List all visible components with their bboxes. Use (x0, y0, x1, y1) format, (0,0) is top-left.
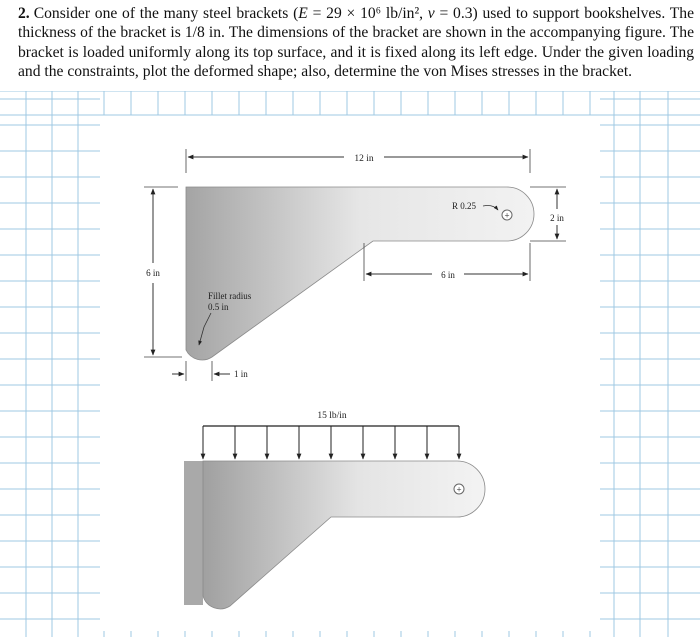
bracket-top-shape (186, 187, 534, 360)
bracket-loaded-shape (203, 461, 485, 609)
poisson-symbol: ν (427, 5, 435, 22)
dim-arm-depth-label: 2 in (550, 213, 564, 223)
bracket-figure (0, 91, 700, 637)
modulus-symbol: E (298, 5, 308, 22)
bracket-loaded-view (184, 411, 485, 609)
problem-text-intro: Consider one of the many steel brackets ( (33, 5, 299, 22)
load-label: 15 lb/in (317, 411, 347, 421)
bracket-top-view (144, 149, 566, 381)
dim-height-label: 6 in (146, 268, 160, 278)
grid-background (0, 91, 700, 637)
fillet-label-line1: Fillet radius (208, 291, 252, 301)
dim-bottom-width-label: 1 in (234, 369, 248, 379)
load-arrows (203, 426, 459, 459)
problem-text-body: = 0.3) used to support bookshelves. The thickness of the bracket is 1/8 in. The dimensions of the bracket are shown in the accompanying figure. The bracket is loaded uniformly along its top surface, and it is fixed along its left edge. Under the given loading and the constraints, plot the deformed shape; also, determine the von Mises stresses in the bracket. (18, 5, 694, 81)
modulus-value: = 29 × 10⁶ lb/in², (307, 5, 428, 22)
dim-lower-length-label: 6 in (441, 270, 455, 280)
radius-label: R 0.25 (452, 201, 477, 211)
problem-statement (18, 4, 694, 82)
hole-symbol-top: + (504, 210, 510, 221)
problem-number: 2. (18, 5, 30, 22)
dim-top-width-label: 12 in (354, 154, 374, 164)
fillet-label-line2: 0.5 in (208, 302, 229, 312)
fixed-wall (184, 461, 203, 605)
hole-symbol-bottom: + (456, 484, 462, 495)
